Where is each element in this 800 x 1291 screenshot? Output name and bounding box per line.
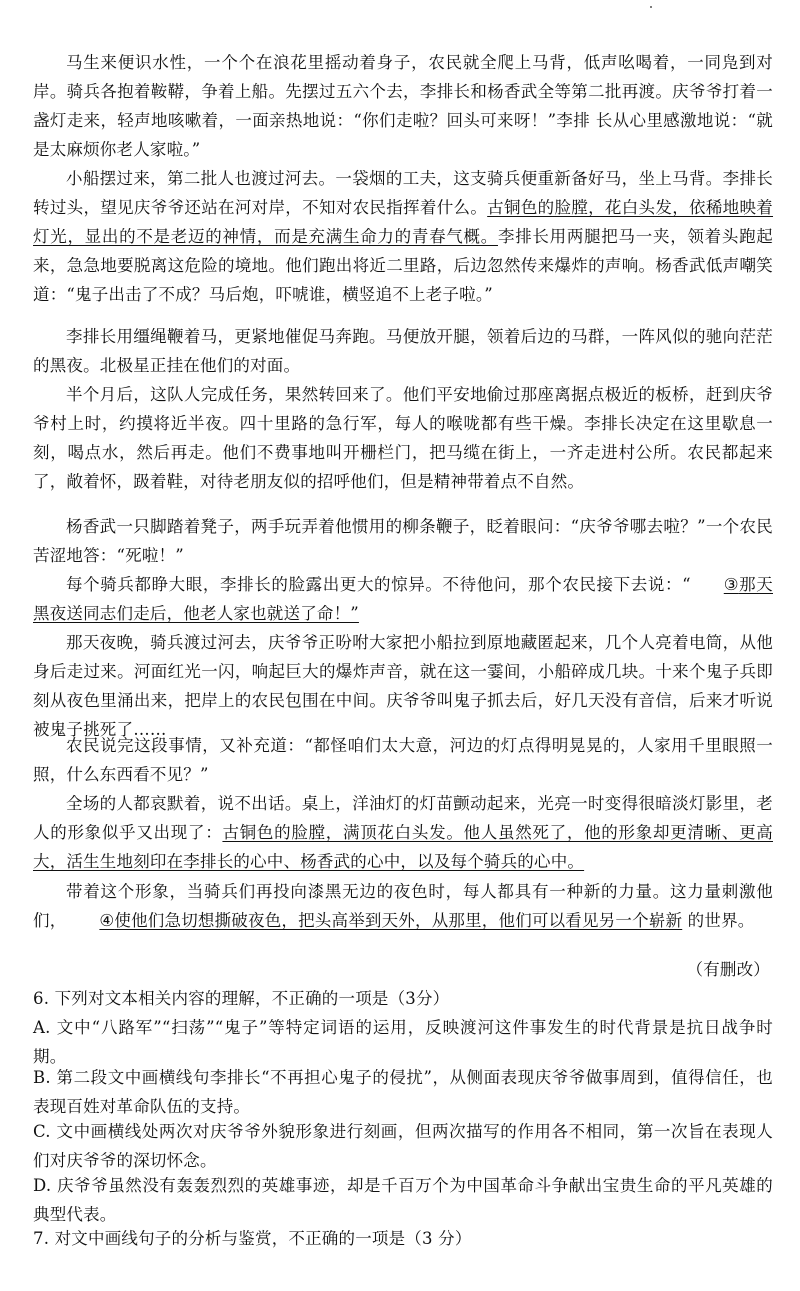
paragraph-2-text-a: 小船摆过来，第二批人也渡过河去。一袋烟的工夫，这支骑兵便重新备好马，坐上马背。李排长转过头，望见庆爷爷还站在河对岸，不知对农民指挥着什么。 bbox=[33, 169, 773, 217]
question-6-option-a: A. 文中“八路军”“扫荡”“鬼子”等特定词语的运用，反映渡河这件事发生的时代背景是抗日战争时期。 bbox=[33, 1018, 773, 1066]
question-6-option-d: D. 庆爷爷虽然没有轰轰烈烈的英雄事迹，却是千百万个为中国革命斗争献出宝贵生命的平凡英雄的典型代表。 bbox=[33, 1176, 773, 1224]
passage-paragraph-6 bbox=[33, 570, 773, 628]
edit-note: （有删改） bbox=[686, 960, 770, 979]
passage-paragraph-8: 农民说完这段事情，又补充道：“都怪咱们太大意，河边的灯点得明晃晃的，人家用千里眼照一照，什么东西看不见？” bbox=[33, 736, 773, 784]
question-6-option-c: C. 文中画横线处两次对庆爷爷外貌形象进行刻画，但两次描写的作用各不相同，第一次旨在表现人们对庆爷爷的深切怀念。 bbox=[33, 1122, 773, 1170]
question-7-stem: 7. 对文中画线句子的分析与鉴赏，不正确的一项是（3 分） bbox=[33, 1229, 472, 1248]
question-6-stem: 6. 下列对文本相关内容的理解，不正确的一项是（3分） bbox=[33, 989, 450, 1008]
paragraph-2-text-b: 李排长用两腿把马一夹，领着头跑起来，急急地要脱离这危险的境地。他们跑出将近二里路，后边忽然传来爆炸的声响。杨香武低声嘲笑道：“鬼子出击了不成？马后炮，吓唬谁，横竖追不上老子啦。” bbox=[33, 227, 774, 304]
passage-paragraph-2 bbox=[33, 164, 773, 309]
passage-paragraph-9 bbox=[33, 789, 773, 876]
underlined-sentence-4: 使他们急切想撕破夜色，把头高举到天外，从那里，他们可以看见另一个崭新 bbox=[114, 911, 683, 930]
passage-paragraph-10 bbox=[33, 877, 773, 935]
passage-paragraph-5: 杨香武一只脚踏着凳子，两手玩弄着他惯用的柳条鞭子，眨着眼问：“庆爷爷哪去啦？”一个农民苦涩地答：“死啦！” bbox=[33, 517, 773, 565]
underlined-sentence-2: 古铜色的脸膛，满顶花白头发。他人虽然死了，他的形象却更清晰、更高大，活生生地刻印在李排长的心中、杨香武的心中，以及每个骑兵的心中。 bbox=[33, 823, 773, 871]
paragraph-10-text-b: 的世界。 bbox=[682, 911, 755, 930]
question-6-option-b: B. 第二段文中画横线句李排长“不再担心鬼子的侵扰”，从侧面表现庆爷爷做事周到，值得信任，也表现百姓对革命队伍的支持。 bbox=[33, 1068, 773, 1116]
underlined-sentence-3: 那天黑夜送同志们走后，他老人家也就送了命！” bbox=[33, 575, 773, 623]
marker-3: ③ bbox=[723, 575, 739, 594]
scan-speck bbox=[650, 6, 652, 8]
marker-4: ④ bbox=[99, 911, 115, 930]
paragraph-9-text-a: 全场的人都哀默着，说不出话。桌上，洋油灯的灯苗颤动起来，光亮一时变得很暗淡灯影里，老人的形象似乎又出现了： bbox=[33, 794, 773, 842]
passage-paragraph-1: 马生来便识水性，一个个在浪花里摇动着身子，农民就全爬上马背，低声吆喝着，一同凫到对岸。骑兵各抱着鞍鞯，争着上船。先摆过五六个去，李排长和杨香武全等第二批再渡。庆爷爷打着一盏灯走来，轻声地咳嗽着，一面亲热地说：“你们走啦？回头可来呀！”李排 长从心里感激地说：“就是太麻烦你老人家啦。” bbox=[33, 53, 773, 159]
paragraph-10-text-a: 带着这个形象，当骑兵们再投向漆黑无边的夜色时，每人都具有一种新的力量。这力量刺激他们， bbox=[33, 882, 773, 930]
paragraph-6-text-a: 每个骑兵都睁大眼，李排长的脸露出更大的惊异。不待他问，那个农民接下去说：“ bbox=[66, 575, 691, 594]
passage-paragraph-3: 李排长用缰绳鞭着马，更紧地催促马奔跑。马便放开腿，领着后边的马群，一阵风似的驰向茫茫的黑夜。北极星正挂在他们的对面。 bbox=[33, 327, 773, 375]
passage-paragraph-4: 半个月后，这队人完成任务，果然转回来了。他们平安地偷过那座离据点极近的板桥，赶到庆爷爷村上时，约摸将近半夜。四十里路的急行军，每人的喉咙都有些干燥。李排长决定在这里歇息一刻，喝点水，然后再走。他们不费事地叫开栅栏门，把马缆在街上，一齐走进村公所。农民都起来了，敞着怀，趿着鞋，对待老朋友似的招呼他们，但是精神带着点不自然。 bbox=[33, 385, 773, 491]
underlined-sentence-1: 古铜色的脸膛，花白头发，依稀地映着灯光，显出的不是老迈的神情，而是充满生命力的青春气概。 bbox=[33, 198, 774, 246]
passage-paragraph-7: 那天夜晚，骑兵渡过河去，庆爷爷正吩咐大家把小船拉到原地藏匿起来，几个人亮着电筒，从他身后走过来。河面红光一闪，响起巨大的爆炸声音，就在这一霎间，小船碎成几块。十来个鬼子兵即刻从夜色里涌出来，把岸上的农民包围在中间。庆爷爷叫鬼子抓去后，好几天没有音信，后来才听说被鬼子挑死了…… bbox=[33, 633, 773, 739]
